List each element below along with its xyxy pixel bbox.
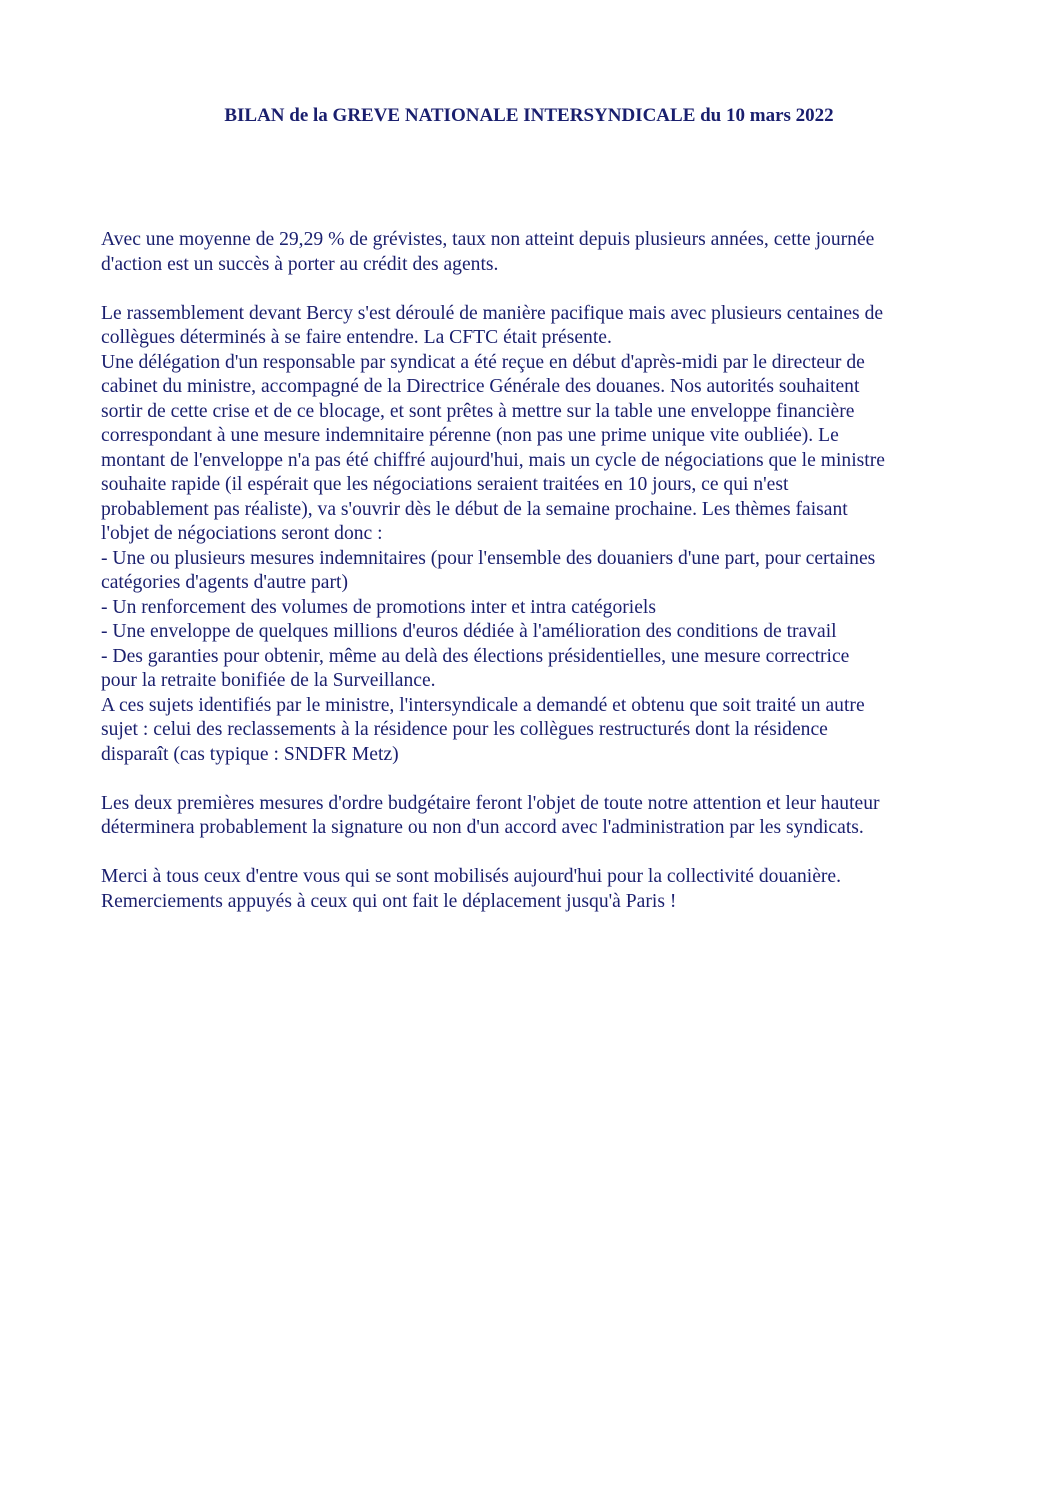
text-line: probablement pas réaliste), va s'ouvrir dès le début de la semaine prochaine. Les thèmes faisant [101, 498, 848, 520]
text-line: souhaite rapide (il espérait que les négociations seraient traitées en 10 jours, ce qui n'est [101, 474, 789, 495]
text-line: - Un renforcement des volumes de promotions inter et intra catégoriels [101, 596, 656, 618]
paragraph-gap [101, 277, 961, 302]
paragraph-gap [101, 767, 961, 792]
text-line: - Une ou plusieurs mesures indemnitaires (pour l'ensemble des douaniers d'une part, pour certaines [101, 547, 876, 569]
text-line: pour la retraite bonifiée de la Surveillance. [101, 670, 436, 691]
text-line: sujet : celui des reclassements à la résidence pour les collègues restructurés dont la résidence [101, 719, 828, 740]
text-line: sortir de cette crise et de ce blocage, et sont prêtes à mettre sur la table une enveloppe financière [101, 400, 855, 422]
text-line: d'action est un succès à porter au crédit des agents. [101, 253, 499, 275]
text-line: A ces sujets identifiés par le ministre, l'intersyndicale a demandé et obtenu que soit traité un autre [101, 694, 865, 716]
text-line: Le rassemblement devant Bercy s'est déroulé de manière pacifique mais avec plusieurs centaines de [101, 302, 884, 324]
text-line: montant de l'enveloppe n'a pas été chiffré aujourd'hui, mais un cycle de négociations que le ministre [101, 449, 885, 471]
document-body [101, 228, 961, 914]
text-line: - Des garanties pour obtenir, même au delà des élections présidentielles, une mesure correctrice [101, 645, 850, 667]
text-line: Avec une moyenne de 29,29 % de grévistes, taux non atteint depuis plusieurs années, cette journée [101, 229, 875, 250]
text-line: Merci à tous ceux d'entre vous qui se sont mobilisés aujourd'hui pour la collectivité douanière. [101, 866, 842, 887]
text-line: Une délégation d'un responsable par syndicat a été reçue en début d'après-midi par le directeur de [101, 351, 865, 373]
paragraph-gap [101, 841, 961, 866]
text-line: Les deux premières mesures d'ordre budgétaire feront l'objet de toute notre attention et leur hauteur [101, 792, 880, 814]
text-line: correspondant à une mesure indemnitaire pérenne (non pas une prime unique vite oubliée). Le [101, 425, 839, 446]
text-line: collègues déterminés à se faire entendre. La CFTC était présente. [101, 327, 612, 348]
text-line: - Une enveloppe de quelques millions d'euros dédiée à l'amélioration des conditions de travail [101, 621, 837, 642]
text-line: déterminera probablement la signature ou non d'un accord avec l'administration par les syndicats. [101, 817, 864, 838]
text-line: Remerciements appuyés à ceux qui ont fait le déplacement jusqu'à Paris ! [101, 890, 677, 912]
text-line: disparaît (cas typique : SNDFR Metz) [101, 743, 399, 765]
text-line: l'objet de négociations seront donc : [101, 523, 383, 544]
text-line: cabinet du ministre, accompagné de la Directrice Générale des douanes. Nos autorités souhaitent [101, 376, 860, 397]
document-title: BILAN de la GREVE NATIONALE INTERSYNDICALE du 10 mars 2022 [224, 105, 834, 126]
text-line: catégories d'agents d'autre part) [101, 572, 348, 593]
